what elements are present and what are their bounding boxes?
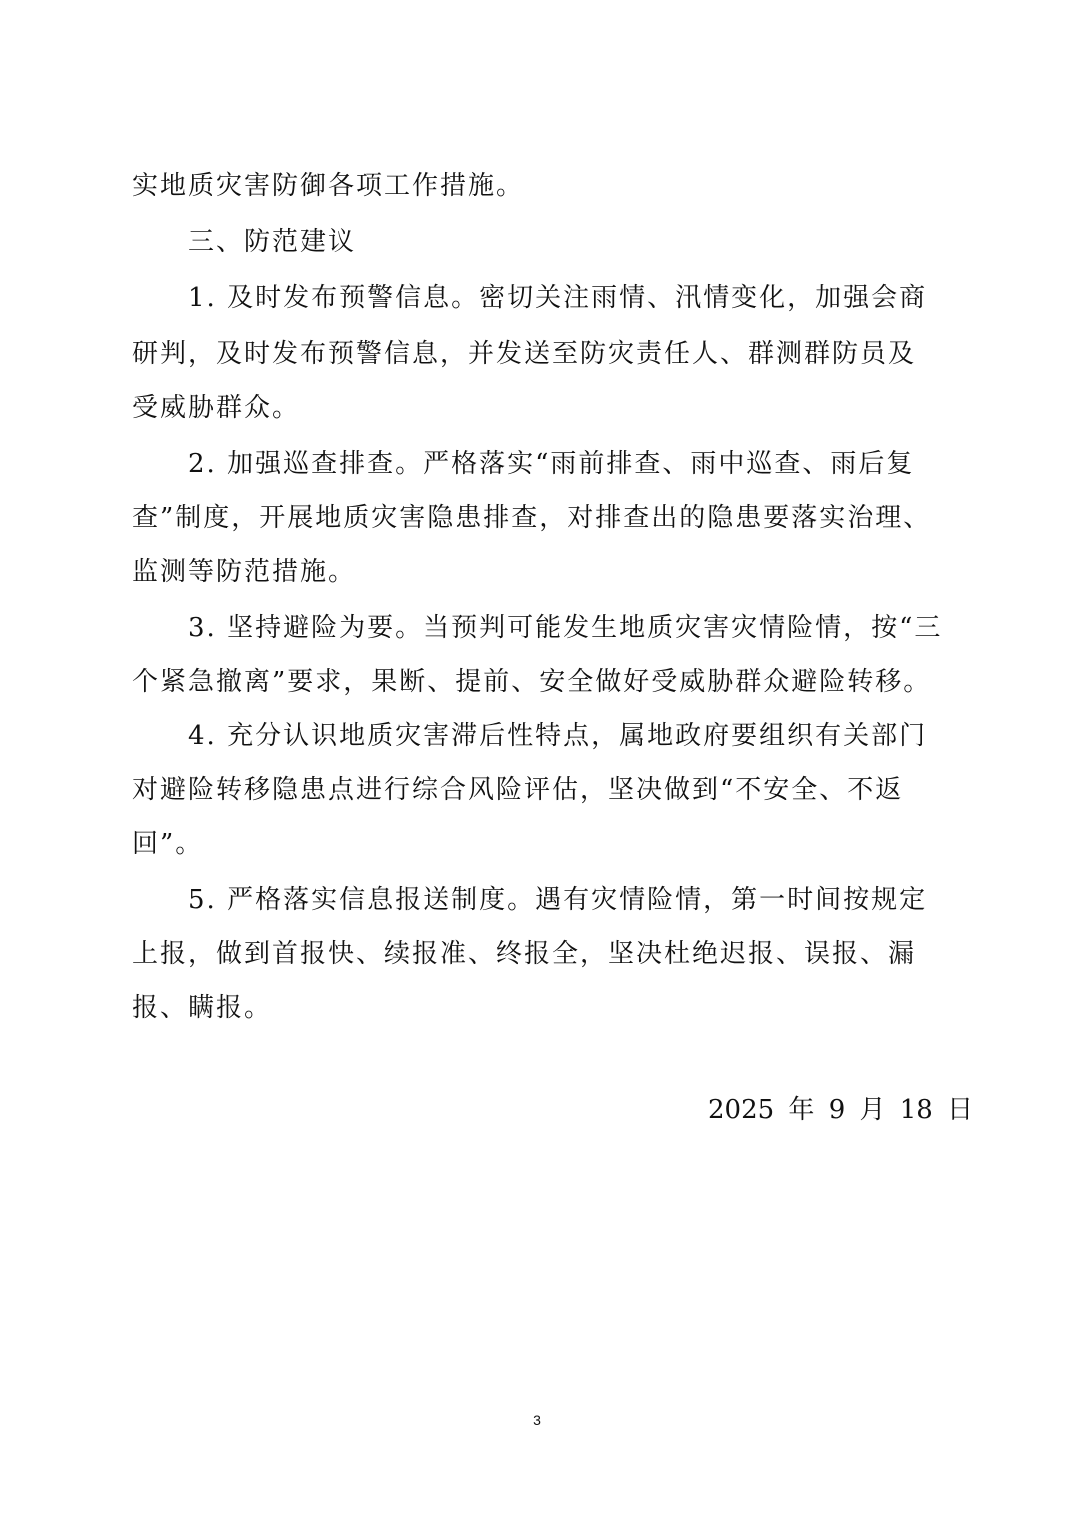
- body-text-line: 受威胁群众。: [132, 393, 301, 423]
- body-text-line: 5. 严格落实信息报送制度。遇有灾情险情，第一时间按规定: [188, 885, 928, 915]
- body-text-line: 研判，及时发布预警信息，并发送至防灾责任人、群测群防员及: [132, 339, 917, 369]
- document-date: 2025 年 9 月 18 日: [708, 1095, 974, 1125]
- body-text-line: 回”。: [132, 829, 204, 859]
- body-text-line: 监测等防范措施。: [132, 557, 357, 587]
- body-text-line: 上报，做到首报快、续报准、终报全，坚决杜绝迟报、误报、漏: [132, 939, 917, 969]
- page-number: 3: [533, 1412, 541, 1428]
- body-text-line: 对避险转移隐患点进行综合风险评估，坚决做到“不安全、不返: [132, 775, 904, 805]
- body-text-line: 查”制度，开展地质灾害隐患排查，对排查出的隐患要落实治理、: [132, 503, 932, 533]
- body-text-line: 3. 坚持避险为要。当预判可能发生地质灾害灾情险情，按“三: [188, 613, 943, 643]
- section-heading: 三、防范建议: [188, 227, 357, 257]
- body-text-line: 4. 充分认识地质灾害滞后性特点，属地政府要组织有关部门: [188, 721, 928, 751]
- body-text-line: 1. 及时发布预警信息。密切关注雨情、汛情变化，加强会商: [188, 283, 928, 313]
- body-text-line: 实地质灾害防御各项工作措施。: [132, 171, 525, 201]
- body-text-line: 2. 加强巡查排查。严格落实“雨前排查、雨中巡查、雨后复: [188, 449, 915, 479]
- body-text-line: 报、瞒报。: [132, 993, 273, 1023]
- body-text-line: 个紧急撤离”要求，果断、提前、安全做好受威胁群众避险转移。: [132, 667, 932, 697]
